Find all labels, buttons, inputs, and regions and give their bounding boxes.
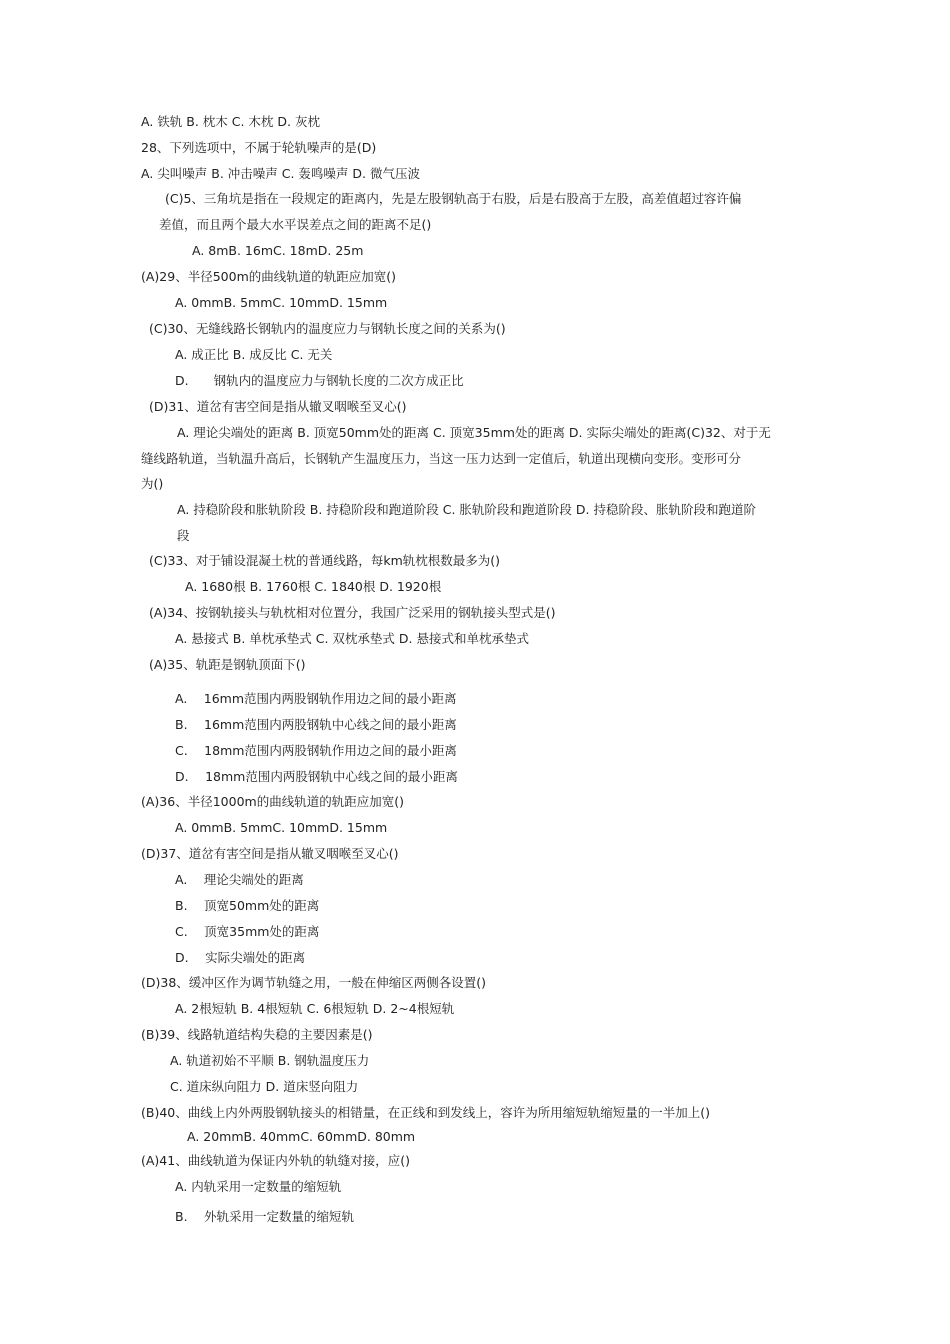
text-line: 为() bbox=[141, 476, 164, 491]
text-line: (A)34、按钢轨接头与轨枕相对位置分，我国广泛采用的钢轨接头型式是() bbox=[149, 605, 556, 620]
text-line: (A)29、半径500m的曲线轨道的轨距应加宽() bbox=[141, 269, 396, 284]
text-line: 差值，而且两个最大水平误差点之间的距离不足() bbox=[159, 217, 432, 232]
text-line: A. 0mmB. 5mmC. 10mmD. 15mm bbox=[175, 295, 388, 310]
text-line: A. 铁轨 B. 枕木 C. 木枕 D. 灰枕 bbox=[141, 114, 320, 129]
text-line: A. 理论尖端处的距离 bbox=[175, 872, 304, 887]
text-line: A. 成正比 B. 成反比 C. 无关 bbox=[175, 347, 333, 362]
text-line: A. 2根短轨 B. 4根短轨 C. 6根短轨 D. 2~4根短轨 bbox=[175, 1001, 455, 1016]
text-line: A. 尖叫噪声 B. 冲击噪声 C. 轰鸣噪声 D. 微气压波 bbox=[141, 166, 420, 181]
text-line: (A)41、曲线轨道为保证内外轨的轨缝对接，应() bbox=[141, 1153, 410, 1168]
text-line: A. 轨道初始不平顺 B. 钢轨温度压力 bbox=[170, 1053, 370, 1068]
text-line: A. 持稳阶段和胀轨阶段 B. 持稳阶段和跑道阶段 C. 胀轨阶段和跑道阶段 D. 持稳阶段、胀轨阶段和跑道阶 bbox=[177, 502, 756, 517]
text-line: (A)36、半径1000m的曲线轨道的轨距应加宽() bbox=[141, 794, 404, 809]
text-line: 缝线路轨道，当轨温升高后，长钢轨产生温度压力，当这一压力达到一定值后，轨道出现横向变形。变形可分 bbox=[141, 451, 742, 466]
text-line: D. 实际尖端处的距离 bbox=[175, 950, 306, 965]
text-line: 28、下列选项中，不属于轮轨噪声的是(D) bbox=[141, 140, 377, 155]
text-line: B. 16mm范围内两股钢轨中心线之间的最小距离 bbox=[175, 717, 457, 732]
text-line: B. 外轨采用一定数量的缩短轨 bbox=[175, 1209, 355, 1224]
text-line: A. 8mB. 16mC. 18mD. 25m bbox=[192, 243, 364, 258]
text-line: A. 内轨采用一定数量的缩短轨 bbox=[175, 1179, 342, 1194]
text-line: A. 20mmB. 40mmC. 60mmD. 80mm bbox=[187, 1129, 416, 1144]
text-line: D. 钢轨内的温度应力与钢轨长度的二次方成正比 bbox=[175, 373, 464, 388]
text-line: 段 bbox=[177, 528, 190, 543]
text-line: (A)35、轨距是钢轨顶面下() bbox=[149, 657, 306, 672]
text-line: B. 顶宽50mm处的距离 bbox=[175, 898, 320, 913]
text-line: (B)39、线路轨道结构失稳的主要因素是() bbox=[141, 1027, 373, 1042]
text-line: C. 18mm范围内两股钢轨作用边之间的最小距离 bbox=[175, 743, 457, 758]
text-line: D. 18mm范围内两股钢轨中心线之间的最小距离 bbox=[175, 769, 458, 784]
text-line: (D)31、道岔有害空间是指从辙叉咽喉至叉心() bbox=[149, 399, 407, 414]
text-line: (B)40、曲线上内外两股钢轨接头的相错量，在正线和到发线上，容许为所用缩短轨缩短量的一半加上() bbox=[141, 1105, 710, 1120]
text-line: (D)37、道岔有害空间是指从辙叉咽喉至叉心() bbox=[141, 846, 399, 861]
text-line: C. 道床纵向阻力 D. 道床竖向阻力 bbox=[170, 1079, 359, 1094]
text-line: C. 顶宽35mm处的距离 bbox=[175, 924, 320, 939]
text-line: A. 1680根 B. 1760根 C. 1840根 D. 1920根 bbox=[185, 579, 442, 594]
text-line: A. 0mmB. 5mmC. 10mmD. 15mm bbox=[175, 820, 388, 835]
text-line: (D)38、缓冲区作为调节轨缝之用，一般在伸缩区两侧各设置() bbox=[141, 975, 487, 990]
text-line: (C)5、三角坑是指在一段规定的距离内，先是左股钢轨高于右股，后是右股高于左股，高差值超过容许偏 bbox=[165, 191, 742, 206]
text-line: A. 16mm范围内两股钢轨作用边之间的最小距离 bbox=[175, 691, 457, 706]
text-line: A. 悬接式 B. 单枕承垫式 C. 双枕承垫式 D. 悬接式和单枕承垫式 bbox=[175, 631, 529, 646]
text-line: (C)33、对于铺设混凝土枕的普通线路，每km轨枕根数最多为() bbox=[149, 553, 501, 568]
text-line: A. 理论尖端处的距离 B. 顶宽50mm处的距离 C. 顶宽35mm处的距离 D. 实际尖端处的距离(C)32、对于无 bbox=[177, 425, 771, 440]
text-line: (C)30、无缝线路长钢轨内的温度应力与钢轨长度之间的关系为() bbox=[149, 321, 506, 336]
